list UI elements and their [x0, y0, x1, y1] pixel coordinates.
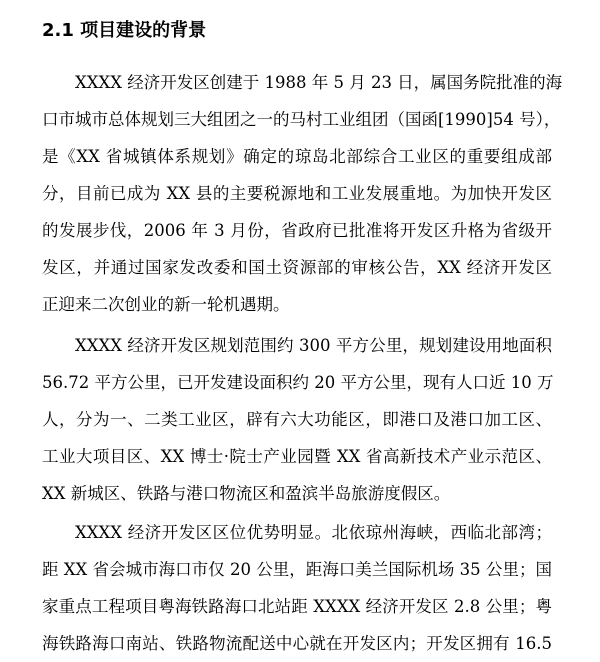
- paragraph-2-line-1: XXXX 经济开发区规划范围约 300 平方公里，规划建设用地面积: [75, 336, 552, 355]
- paragraph-1-line-7: 正迎来二次创业的新一轮机遇期。: [42, 295, 290, 314]
- paragraph-2-line-3: 人，分为一、二类工业区，辟有六大功能区，即港口及港口加工区、: [42, 410, 552, 429]
- paragraph-3-line-4: 海铁路海口南站、铁路物流配送中心就在开发区内；开发区拥有 16.5: [42, 634, 552, 653]
- paragraph-2-line-5: XX 新城区、铁路与港口物流区和盈滨半岛旅游度假区。: [42, 484, 451, 503]
- section-heading: 2.1 项目建设的背景: [42, 20, 207, 41]
- paragraph-1-line-5: 的发展步伐，2006 年 3 月份，省政府已批准将开发区升格为省级开: [42, 221, 552, 240]
- paragraph-1-line-1: XXXX 经济开发区创建于 1988 年 5 月 23 日，属国务院批准的海: [75, 73, 563, 92]
- paragraph-1-line-3: 是《XX 省城镇体系规划》确定的琼岛北部综合工业区的重要组成部: [42, 147, 552, 166]
- paragraph-2-line-2: 56.72 平方公里，已开发建设面积约 20 平方公里，现有人口近 10 万: [42, 373, 554, 392]
- paragraph-2-line-4: 工业大项目区、XX 博士·院士产业园暨 XX 省高新技术产业示范区、: [42, 447, 552, 466]
- paragraph-3-line-1: XXXX 经济开发区区位优势明显。北依琼州海峡，西临北部湾；: [75, 523, 552, 542]
- paragraph-1-line-2: 口市城市总体规划三大组团之一的马村工业组团（国函[1990]54 号），: [42, 110, 561, 129]
- paragraph-3-line-3: 家重点工程项目粤海铁路海口北站距 XXXX 经济开发区 2.8 公里；粤: [42, 597, 552, 616]
- paragraph-3-line-2: 距 XX 省会城市海口市仅 20 公里，距海口美兰国际机场 35 公里；国: [42, 560, 552, 579]
- paragraph-1-line-4: 分，目前已成为 XX 县的主要税源地和工业发展重地。为加快开发区: [42, 184, 552, 203]
- paragraph-1-line-6: 发区，并通过国家发改委和国土资源部的审核公告，XX 经济开发区: [42, 258, 552, 277]
